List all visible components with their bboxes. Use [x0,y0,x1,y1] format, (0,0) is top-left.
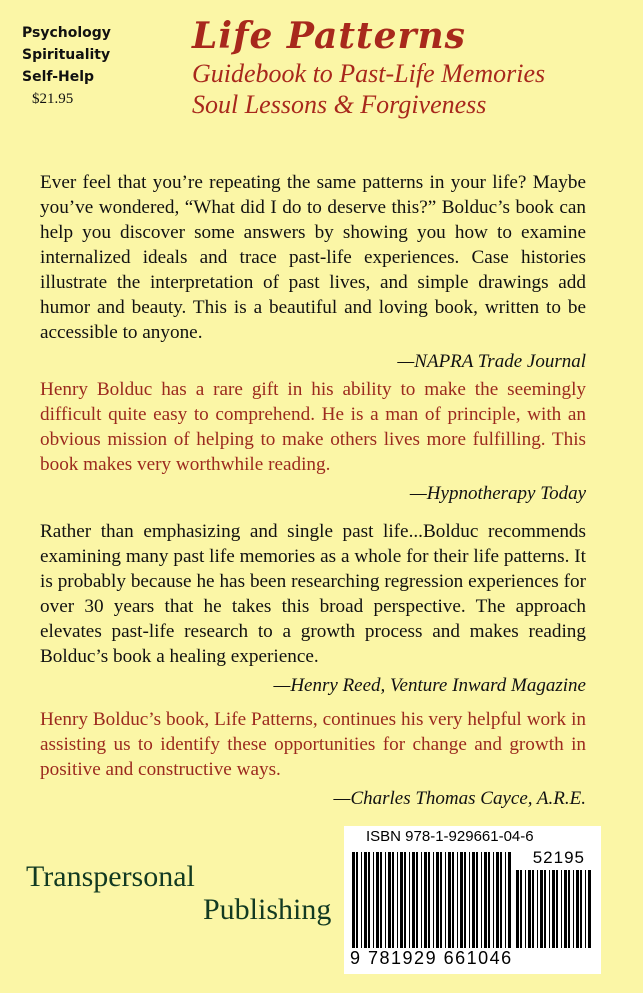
ean-barcode-icon [350,852,512,948]
subtitle-line-1: Guidebook to Past-Life Memories [192,59,546,88]
review-hypnotherapy [40,377,586,506]
ean-digits: 9 781929 661046 [350,948,513,968]
price-code: 52195 [532,848,585,867]
subtitle-line-2: Soul Lessons & Forgiveness [192,90,487,119]
review-source: —Henry Reed, Venture Inward Magazine [273,675,586,696]
review-napra [40,170,586,374]
review-source: —Charles Thomas Cayce, A.R.E. [333,788,586,809]
isbn-label: ISBN 978-1-929661-04-6 [366,828,534,845]
review-source: —Hypnotherapy Today [409,483,586,504]
review-venture-inward [40,519,586,698]
review-cayce [40,707,586,811]
review-text: Rather than emphasizing and single past life...Bolduc recommends examining many past life memories as a whole for their life patterns. It is probably because he has been researching regression experiences for over 30 years that he takes this broad perspective. The approach elevates past-life research to a growth process and makes reading Bolduc’s book a healing experience. [40,521,586,667]
book-title: Life Patterns [192,15,466,57]
review-text: Henry Bolduc has a rare gift in his ability to make the seemingly difficult quite easy to comprehend. He is a man of principle, with an obvious mission of helping to make others lives more fulfilling. This book makes very worthwhile reading. [40,379,586,475]
price-barcode-icon [514,870,594,948]
publisher-line-1: Transpersonal [26,860,195,893]
genre-spirituality: Spirituality [22,47,111,63]
review-source: —NAPRA Trade Journal [397,351,586,372]
review-text: Henry Bolduc’s book, Life Patterns, continues his very helpful work in assisting us to identify these opportunities for change and growth in positive and constructive ways. [40,709,586,780]
genre-psychology: Psychology [22,25,111,41]
genre-list [22,22,111,110]
barcode-box [344,826,601,974]
price: $21.95 [32,91,74,107]
title-block [192,14,545,120]
publisher-line-2: Publishing [203,893,332,926]
review-text: Ever feel that you’re repeating the same patterns in your life? Maybe you’ve wondered, “What did I do to deserve this?” Bolduc’s book can help you discover some answers by showing you how to examine internalized ideals and trace past-life experiences. Case histories illustrate the interpretation of past lives, and simple drawings add humor and beauty. This is a beautiful and loving book, written to be accessible to anyone. [40,172,586,343]
genre-self-help: Self-Help [22,69,95,85]
